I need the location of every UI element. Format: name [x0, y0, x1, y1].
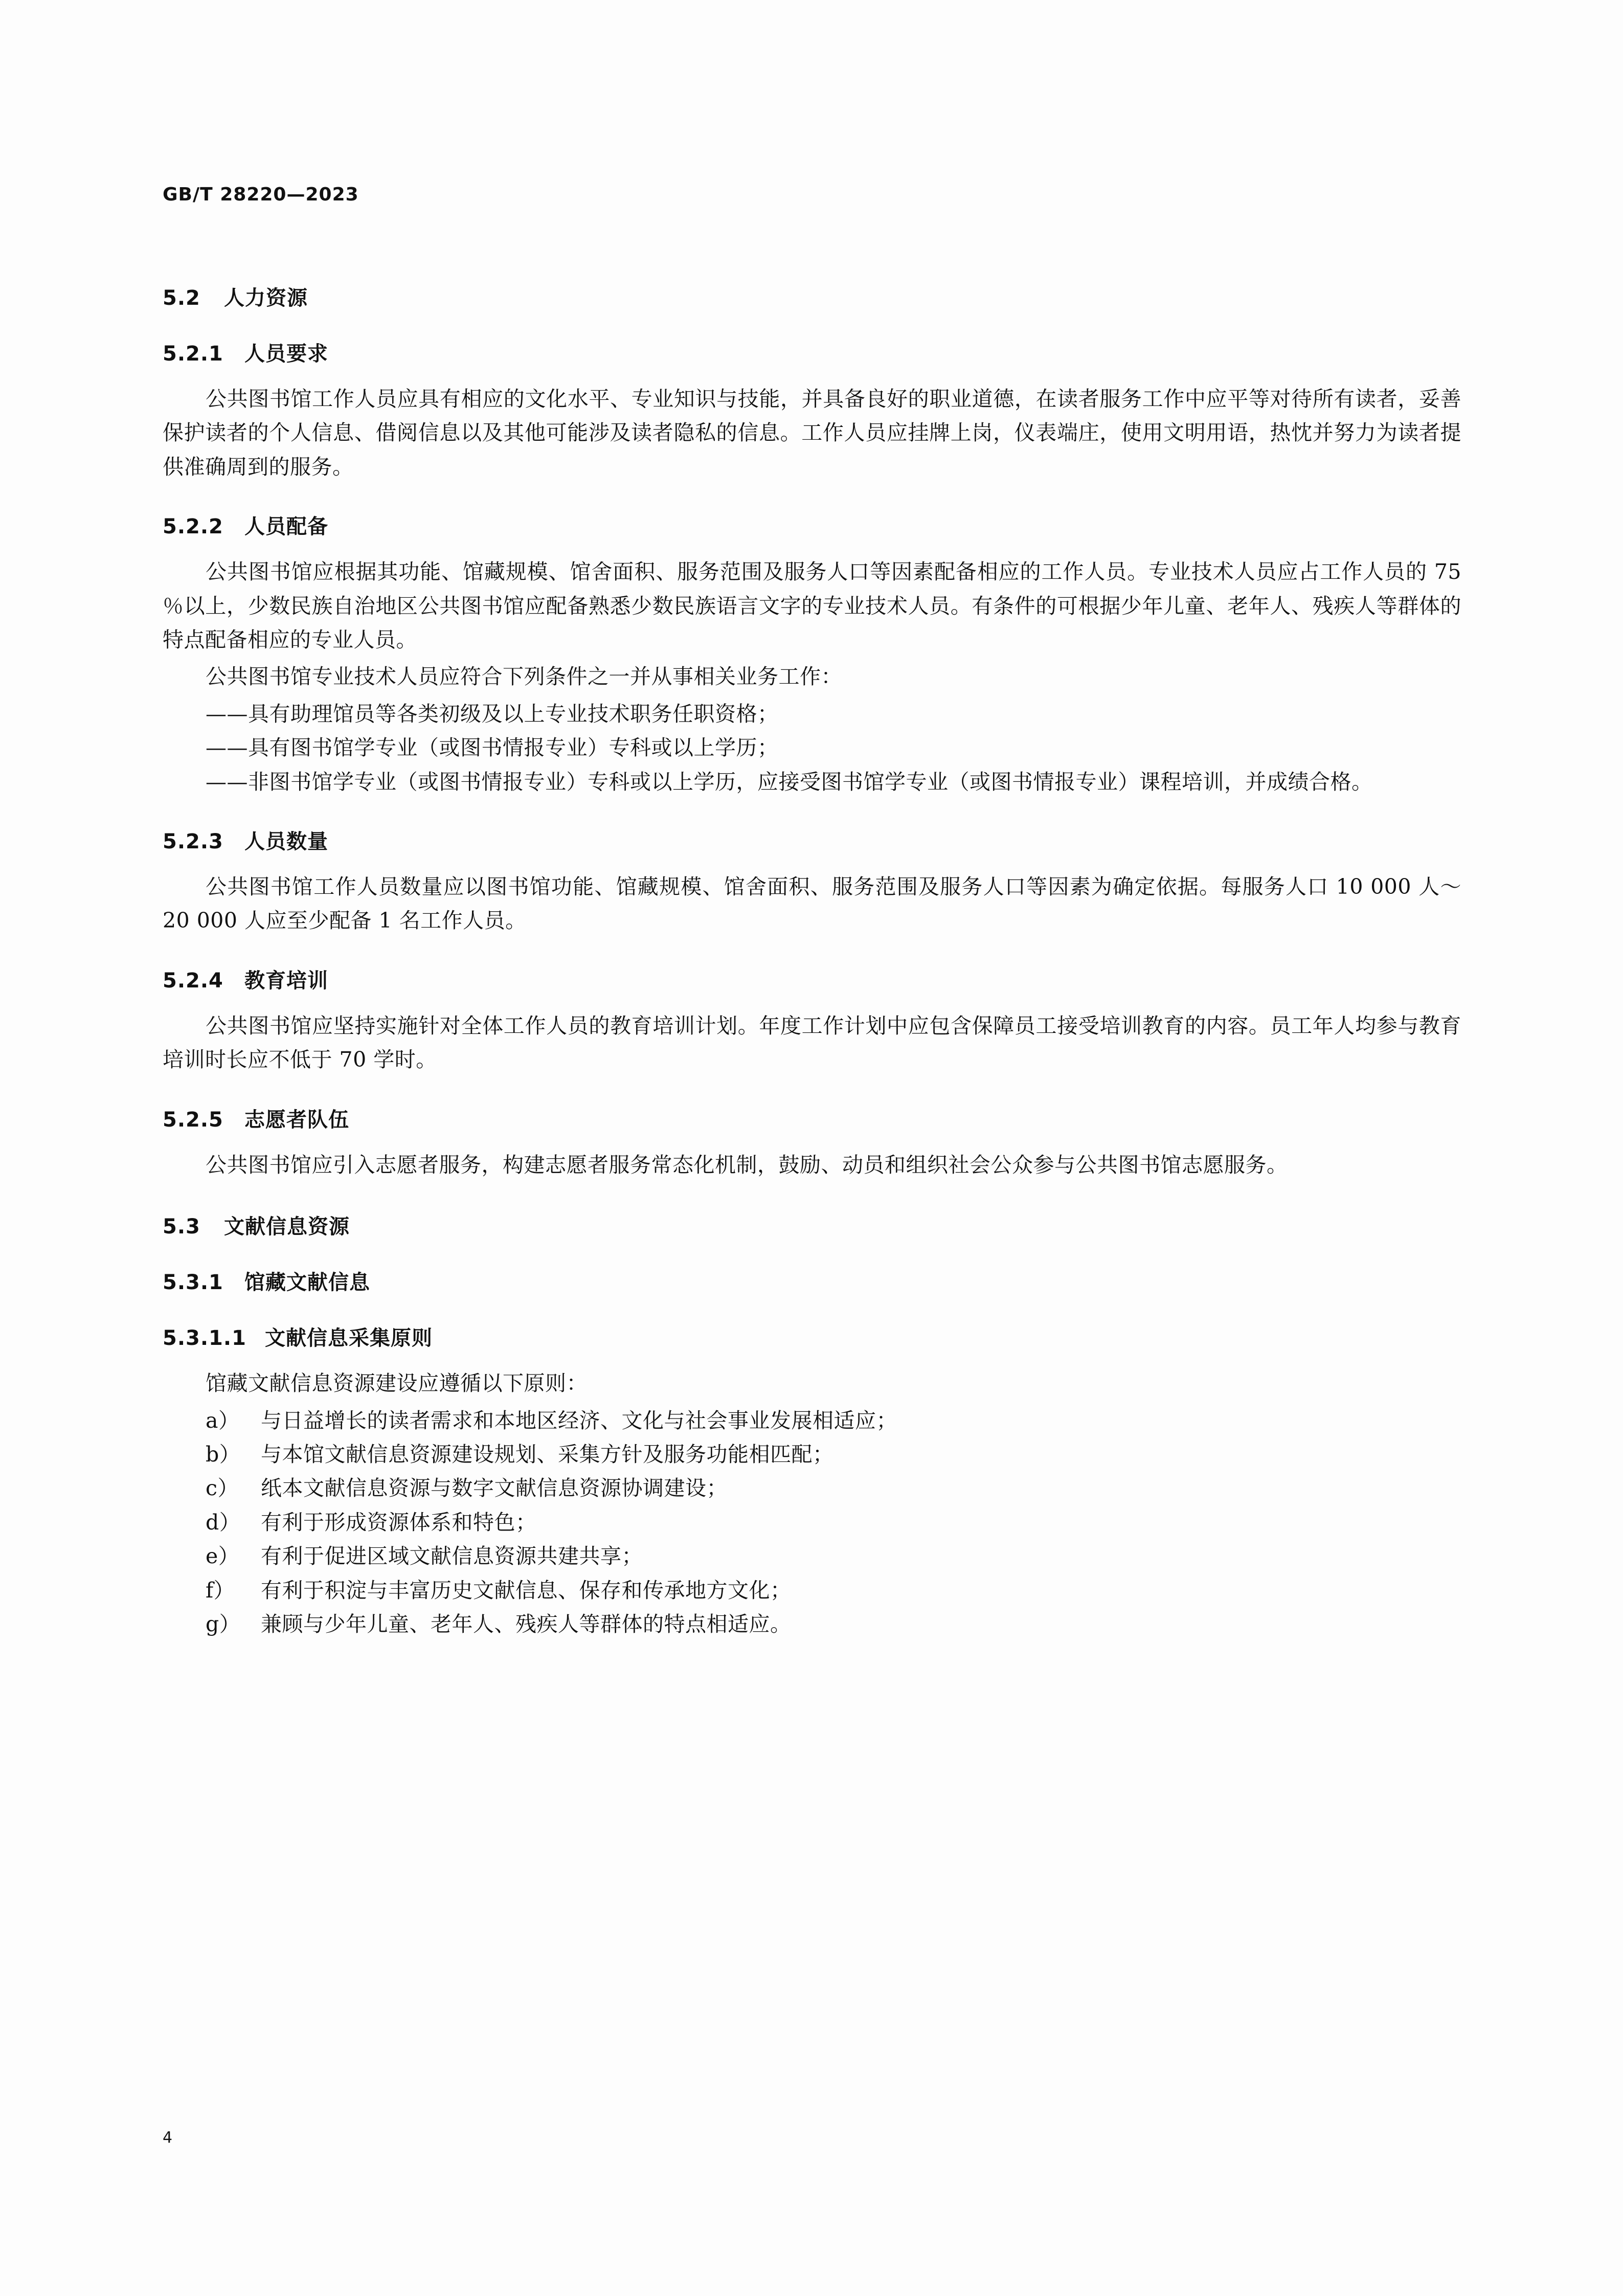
section-heading-5-3-1 — [163, 1266, 1461, 1295]
section-number-5-2-2: 5.2.2 — [163, 515, 223, 539]
section-number-5-2: 5.2 — [163, 286, 200, 310]
section-heading-5-2-2 — [163, 510, 1461, 539]
section-number-5-3-1-1: 5.3.1.1 — [163, 1326, 246, 1350]
paragraph-5-2-5-1: 公共图书馆应引入志愿者服务，构建志愿者服务常态化机制，鼓励、动员和组织社会公众参与公共图书馆志愿服务。 — [206, 1152, 1288, 1177]
paragraph-5-2-4-1: 公共图书馆应坚持实施针对全体工作人员的教育培训计划。年度工作计划中应包含保障员工接受培训教育的内容。员工年人均参与教育培训时长应不低于 70 学时。 — [163, 1013, 1461, 1072]
section-title-5-2-1: 人员要求 — [244, 342, 328, 366]
paragraph-5-2-1-1: 公共图书馆工作人员应具有相应的文化水平、专业知识与技能，并具备良好的职业道德，在读者服务工作中应平等对待所有读者，妥善保护读者的个人信息、借阅信息以及其他可能涉及读者隐私的信息。工作人员应挂牌上岗，仪表端庄，使用文明用语，热忱并努力为读者提供准确周到的服务。 — [163, 387, 1461, 479]
paragraph-5-2-2-1: 公共图书馆应根据其功能、馆藏规模、馆舍面积、服务范围及服务人口等因素配备相应的工作人员。专业技术人员应占工作人员的 75 ％以上，少数民族自治地区公共图书馆应配备熟悉少数民族语言文字的专业技术人员。有条件的可根据少年儿童、老年人、残疾人等群体的特点配备相应的专业人员。 — [163, 559, 1461, 652]
list-marker: c） — [206, 1476, 239, 1501]
section-title-5-3-1: 馆藏文献信息 — [244, 1271, 370, 1295]
list-marker: e） — [206, 1544, 240, 1569]
section-title-5-2: 人力资源 — [224, 286, 308, 310]
dash-marker: —— — [206, 769, 248, 794]
list-item — [163, 1437, 1461, 1471]
section-heading-5-2-3 — [163, 825, 1461, 854]
dash-list-item — [163, 697, 1461, 731]
dash-list-item — [163, 765, 1461, 799]
list-marker: g） — [206, 1611, 241, 1636]
list-item-text: 有利于积淀与丰富历史文献信息、保存和传承地方文化； — [261, 1578, 792, 1603]
dash-marker: —— — [206, 701, 248, 726]
list-item — [163, 1573, 1461, 1607]
dash-item-text: 非图书馆学专业（或图书情报专业）专科或以上学历，应接受图书馆学专业（或图书情报专业）课程培训，并成绩合格。 — [248, 769, 1373, 794]
dash-item-text: 具有助理馆员等各类初级及以上专业技术职务任职资格； — [248, 701, 779, 726]
list-item-text: 有利于形成资源体系和特色； — [261, 1510, 537, 1535]
paragraph-5-2-3-1: 公共图书馆工作人员数量应以图书馆功能、馆藏规模、馆舍面积、服务范围及服务人口等因素为确定依据。每服务人口 10 000 人～20 000 人应至少配备 1 名工作人员。 — [163, 874, 1461, 933]
list-item-text: 与本馆文献信息资源建设规划、采集方针及服务功能相匹配； — [261, 1442, 834, 1467]
list-item-text: 有利于促进区域文献信息资源共建共享； — [261, 1544, 643, 1569]
section-title-5-2-3: 人员数量 — [244, 830, 328, 854]
section-title-5-3-1-1: 文献信息采集原则 — [265, 1326, 433, 1350]
section-number-5-2-3: 5.2.3 — [163, 830, 223, 854]
section-title-5-3: 文献信息资源 — [224, 1215, 350, 1239]
dash-item-text: 具有图书馆学专业（或图书情报专业）专科或以上学历； — [248, 735, 779, 760]
page-number: 4 — [163, 2129, 173, 2147]
list-marker: b） — [206, 1442, 241, 1467]
section-title-5-2-4: 教育培训 — [244, 969, 328, 993]
section-heading-5-2-1 — [163, 337, 1461, 367]
section-number-5-3-1: 5.3.1 — [163, 1271, 223, 1295]
section-heading-5-3 — [163, 1210, 1461, 1240]
section-number-5-2-1: 5.2.1 — [163, 342, 223, 366]
list-marker: a） — [206, 1408, 240, 1433]
list-item-text: 兼顾与少年儿童、老年人、残疾人等群体的特点相适应。 — [261, 1611, 792, 1636]
page-content — [163, 184, 1461, 1641]
section-number-5-2-4: 5.2.4 — [163, 969, 223, 993]
list-item-text: 与日益增长的读者需求和本地区经济、文化与社会事业发展相适应； — [261, 1408, 897, 1433]
paragraph-5-2-2-2: 公共图书馆专业技术人员应符合下列条件之一并从事相关业务工作： — [206, 664, 842, 689]
list-item — [163, 1505, 1461, 1539]
section-heading-5-2-5 — [163, 1104, 1461, 1133]
section-title-5-2-5: 志愿者队伍 — [244, 1108, 349, 1132]
list-marker: f） — [206, 1578, 235, 1603]
list-item — [163, 1471, 1461, 1505]
section-number-5-3: 5.3 — [163, 1215, 200, 1239]
section-title-5-2-2: 人员配备 — [244, 515, 328, 539]
standard-number-header: GB/T 28220—2023 — [163, 184, 359, 205]
list-item — [163, 1404, 1461, 1437]
section-number-5-2-5: 5.2.5 — [163, 1108, 223, 1132]
dash-marker: —— — [206, 735, 248, 760]
paragraph-5-3-1-1-1: 馆藏文献信息资源建设应遵循以下原则： — [206, 1371, 588, 1396]
list-marker: d） — [206, 1510, 241, 1535]
section-heading-5-2 — [163, 282, 1461, 311]
list-item-text: 纸本文献信息资源与数字文献信息资源协调建设； — [261, 1476, 728, 1501]
dash-list-item — [163, 731, 1461, 764]
section-heading-5-3-1-1 — [163, 1322, 1461, 1351]
list-item — [163, 1539, 1461, 1573]
alpha-list — [163, 1404, 1461, 1641]
list-item — [163, 1607, 1461, 1641]
section-heading-5-2-4 — [163, 964, 1461, 994]
